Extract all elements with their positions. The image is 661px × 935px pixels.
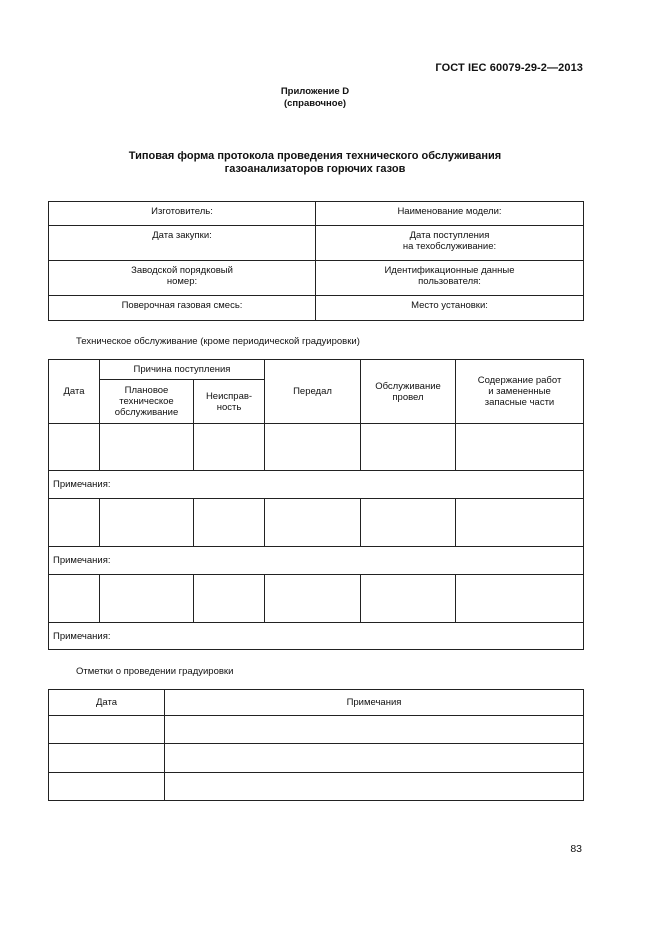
install-location-field[interactable]: [316, 296, 584, 321]
maintenance-note-row: [49, 471, 584, 499]
maintenance-note-row: [49, 547, 584, 575]
header-planned-maintenance: [100, 380, 194, 424]
calibration-entry-row: [49, 773, 584, 801]
header-serviced-by-line-1: Обслуживание: [375, 380, 441, 392]
entry-planned-cell[interactable]: [100, 424, 194, 471]
calibration-date-cell[interactable]: [49, 773, 165, 801]
entry-fault-cell[interactable]: [194, 424, 265, 471]
entry-planned-cell[interactable]: [100, 499, 194, 547]
entry-planned-cell[interactable]: [100, 575, 194, 623]
manufacturer-label: Изготовитель:: [151, 206, 213, 217]
document-title-line-2: газоанализаторов горючих газов: [224, 163, 406, 175]
entry-serviced-cell[interactable]: [361, 499, 456, 547]
model-name-label: Наименование модели:: [397, 206, 502, 217]
entry-date-cell[interactable]: [49, 499, 100, 547]
appendix-heading: [0, 86, 630, 110]
service-intake-date-field[interactable]: [316, 226, 584, 261]
user-id-field[interactable]: [316, 261, 584, 296]
calibration-entry-row: [49, 744, 584, 773]
entry-handed-cell[interactable]: [265, 424, 361, 471]
appendix-title: Приложение D: [280, 86, 350, 97]
entry-date-cell[interactable]: [49, 424, 100, 471]
serial-number-label-1: Заводской порядковый: [131, 265, 233, 276]
header-handed-over: Передал: [265, 360, 361, 424]
info-row-serial: [49, 261, 584, 296]
install-location-label: Место установки:: [411, 300, 488, 311]
maintenance-table: [48, 359, 584, 650]
header-work-content-line-3: запасные части: [484, 397, 555, 408]
header-reason: Причина поступления: [100, 360, 265, 380]
equipment-info-table: [48, 201, 584, 321]
header-planned-line-3: обслуживание: [114, 407, 179, 418]
purchase-date-field[interactable]: [49, 226, 316, 261]
appendix-subtitle: (справочное): [283, 98, 347, 109]
calibration-gas-label: Поверочная газовая смесь:: [121, 300, 243, 311]
entry-serviced-cell[interactable]: [361, 575, 456, 623]
document-title-line-1: Типовая форма протокола проведения технического обслуживания: [128, 150, 502, 162]
calibration-header-row: [49, 690, 584, 716]
header-serviced-by: [361, 360, 456, 424]
user-id-label-2: пользователя:: [418, 276, 481, 287]
calibration-gas-field[interactable]: [49, 296, 316, 321]
calibration-date-cell[interactable]: [49, 716, 165, 744]
page-number: 83: [570, 843, 582, 855]
standard-header: ГОСТ IEC 60079-29-2—2013: [435, 62, 583, 74]
header-planned-line-1: Плановое: [124, 385, 169, 396]
info-row-purchase: [49, 226, 584, 261]
maintenance-entry-row: [49, 424, 584, 471]
calibration-notes-cell[interactable]: [165, 716, 584, 744]
header-work-content-line-2: и замененные: [488, 386, 551, 397]
maintenance-note-cell[interactable]: Примечания:: [49, 547, 584, 575]
service-intake-date-label-1: Дата поступления: [409, 230, 490, 241]
purchase-date-label: Дата закупки:: [152, 230, 212, 241]
entry-handed-cell[interactable]: [265, 575, 361, 623]
maintenance-entry-row: [49, 499, 584, 547]
entry-content-cell[interactable]: [456, 575, 584, 623]
serial-number-field[interactable]: [49, 261, 316, 296]
calibration-notes-cell[interactable]: [165, 773, 584, 801]
header-planned-line-2: техническое: [119, 396, 174, 407]
maintenance-note-cell[interactable]: Примечания:: [49, 623, 584, 650]
entry-date-cell[interactable]: [49, 575, 100, 623]
header-fault-line-2: ность: [216, 401, 242, 413]
header-serviced-by-line-2: провел: [392, 391, 424, 403]
entry-fault-cell[interactable]: [194, 499, 265, 547]
calibration-table: [48, 689, 584, 801]
header-fault-line-1: Неисправ-: [205, 390, 253, 402]
calibration-header-notes: Примечания: [165, 690, 584, 716]
maintenance-note-row: [49, 623, 584, 650]
serial-number-label-2: номер:: [166, 276, 198, 287]
calibration-notes-cell[interactable]: [165, 744, 584, 773]
calibration-header-date: Дата: [49, 690, 165, 716]
entry-handed-cell[interactable]: [265, 499, 361, 547]
model-name-field[interactable]: [316, 202, 584, 226]
maintenance-note-cell[interactable]: Примечания:: [49, 471, 584, 499]
info-row-manufacturer: [49, 202, 584, 226]
header-date: Дата: [49, 360, 100, 424]
calibration-section-label: Отметки о проведении градуировки: [76, 666, 234, 677]
maintenance-section-label: Техническое обслуживание (кроме периодической градуировки): [76, 336, 360, 347]
manufacturer-field[interactable]: [49, 202, 316, 226]
entry-content-cell[interactable]: [456, 424, 584, 471]
maintenance-entry-row: [49, 575, 584, 623]
document-title: [0, 150, 630, 176]
entry-fault-cell[interactable]: [194, 575, 265, 623]
header-fault: [194, 380, 265, 424]
calibration-date-cell[interactable]: [49, 744, 165, 773]
header-work-content: [456, 360, 584, 424]
entry-content-cell[interactable]: [456, 499, 584, 547]
service-intake-date-label-2: на техобслуживание:: [402, 241, 497, 252]
maintenance-header-row-1: [49, 360, 584, 380]
entry-serviced-cell[interactable]: [361, 424, 456, 471]
info-row-gas: [49, 296, 584, 321]
header-work-content-line-1: Содержание работ: [477, 375, 562, 386]
calibration-entry-row: [49, 716, 584, 744]
user-id-label-1: Идентификационные данные: [384, 265, 515, 276]
